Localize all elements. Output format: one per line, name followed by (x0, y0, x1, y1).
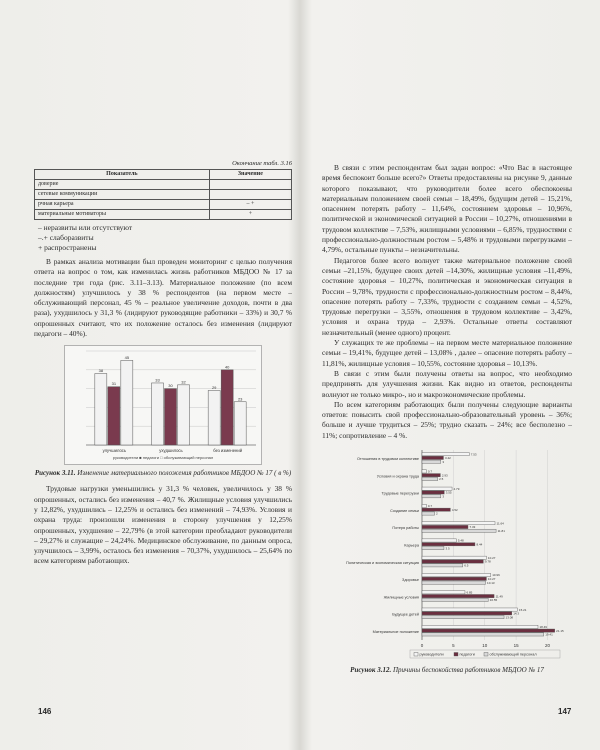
bar (422, 504, 426, 507)
figure-caption-text: Причины беспокойства работников МБДОО № 17 (392, 666, 544, 675)
bar-value-label: 11.81 (497, 529, 505, 534)
indicator-table (34, 169, 292, 220)
bar (178, 385, 190, 445)
bar-value-label: 0.7 (427, 469, 433, 474)
row-value: + (209, 210, 291, 220)
figure-caption-label: Рисунок 3.11. (34, 469, 76, 478)
bar-value-label: 8.44 (476, 542, 483, 547)
chart-material-change-svg (64, 345, 262, 465)
legend-swatch (414, 653, 418, 657)
bar-value-label: 11.64 (496, 521, 504, 526)
bar-value-label: 9.78 (484, 559, 491, 564)
table-row (35, 180, 292, 190)
bar-value-label: 14.3 (513, 611, 520, 616)
row-value (209, 190, 291, 200)
right-page (322, 163, 572, 681)
legend-label: обслуживающий персонал (489, 652, 537, 657)
bar-value-label: 5.48 (457, 538, 464, 543)
bar-value-label: 0.7 (427, 504, 433, 509)
bar (422, 581, 486, 584)
bar (422, 625, 538, 628)
figure-caption-3-12 (322, 666, 572, 675)
bar-value-label: 23 (237, 396, 243, 402)
bar (422, 539, 456, 542)
bar-value-label: 38 (98, 368, 104, 374)
bar (422, 477, 438, 480)
chart-worry-reasons-svg (322, 444, 572, 664)
legend-swatch (454, 653, 458, 657)
symbol-legend-line: –.+ слаборазвиты (38, 233, 94, 242)
category-label: Трудовые перегрузки (381, 491, 419, 496)
bar (422, 594, 494, 597)
bar (95, 374, 107, 445)
category-label: улучшилось (102, 448, 127, 454)
bar (152, 383, 164, 445)
category-label: Карьера (404, 543, 419, 548)
x-tick-label: 0 (420, 643, 424, 649)
bar (165, 389, 177, 445)
bar-value-label: 13.08 (505, 615, 514, 620)
bar (422, 525, 468, 528)
x-tick-label: 5 (452, 643, 455, 649)
bar (234, 402, 246, 445)
x-tick-label: 20 (544, 643, 550, 649)
bar-value-label: 4.52 (451, 507, 458, 512)
bar (422, 573, 491, 576)
bar (422, 512, 435, 515)
symbol-legend (38, 223, 292, 253)
bar (422, 591, 465, 594)
bar (422, 460, 441, 463)
bar (422, 560, 483, 563)
table-row (35, 190, 292, 200)
category-label: Политическая и экономическая ситуация (346, 560, 419, 565)
paragraph: По всем категориям работающих были получены следующие варианты ответов: повысить свой профессионально-образовательный уровень – 36%; больше и лучше трудиться – 25%; трудно сказать – 24%; все бесполезно – 11%; сопротивление – 4 %. (322, 399, 572, 440)
bar-value-label: 6.85 (466, 590, 473, 595)
bar (422, 456, 443, 459)
table-header-value: Значение (209, 170, 291, 180)
table-row (35, 210, 292, 220)
bar-value-label: 18.49 (539, 625, 547, 630)
x-tick-label: 15 (513, 643, 519, 649)
category-label: Условия и охрана труда (376, 474, 419, 479)
bar-value-label: 10.13 (487, 580, 495, 585)
bar (422, 629, 555, 632)
bar (422, 556, 486, 559)
chart-worry-reasons (322, 444, 572, 664)
bar (422, 564, 463, 567)
row-label: материальные мотиваторы (35, 210, 210, 220)
figure-caption-label: Рисунок 3.12. (350, 666, 392, 675)
bar (422, 522, 495, 525)
bar-value-label: 7.53 (470, 452, 477, 457)
bar (422, 546, 444, 549)
category-label: Отношения в трудовом коллективе (356, 457, 419, 462)
bar (221, 370, 233, 445)
table-header-indicator: Показатель (35, 170, 210, 180)
bar-value-label: 10.55 (489, 598, 498, 603)
bar-value-label: 45 (124, 355, 130, 361)
page-number-left: 146 (38, 707, 52, 716)
bar (422, 608, 517, 611)
bar-value-label: 3 (442, 494, 444, 499)
bar-value-label: 2.5 (439, 477, 444, 482)
category-label: Здоровье (402, 578, 419, 583)
bar-value-label: 3.42 (444, 456, 451, 461)
row-label: сетевые коммуникации (35, 190, 210, 200)
row-value (209, 180, 291, 190)
bar (422, 495, 441, 498)
bar-value-label: 10.96 (492, 573, 500, 578)
paragraph: У служащих те же проблемы – на первом месте материальное положение семьи – 19,41%, будущее детей – 13,08% , далее – опасение потерять работу – 11,81%, жилищные условия – 10,55%, состояние здоровья – 10,13%. (322, 338, 572, 368)
bar (422, 529, 496, 532)
bar-value-label: 2 (436, 511, 438, 516)
paragraph: В связи с этим были получены ответы на вопрос, что необходимо предпринять для улучшения жизни. Как видно из ответов, респонденты волнуют не только микро-, но и макроэкономические проблемы. (322, 368, 572, 399)
bar (422, 616, 504, 619)
bar-value-label: 10.27 (487, 577, 496, 582)
bar-value-label: 31 (111, 381, 117, 387)
row-label: рчная карьера (35, 200, 210, 210)
bar-value-label: 6.5 (464, 563, 469, 568)
category-label: Жилищные условия (383, 595, 419, 600)
chart-legend: руководители ■ педагоги □ обслуживающий персонал (112, 455, 214, 461)
bar-value-label: 19.41 (545, 632, 553, 637)
category-label: Материальное положение (372, 629, 419, 634)
category-label: без изменений (213, 448, 243, 454)
legend-swatch (484, 653, 488, 657)
bar-value-label: 2.93 (441, 473, 448, 478)
table-caption: Окончание табл. 3.16 (232, 160, 292, 167)
legend-label: руководители (419, 652, 444, 657)
bar-value-label: 33 (155, 377, 160, 383)
category-label: Создание семьи (390, 508, 419, 513)
bar (208, 391, 220, 446)
table-row (35, 200, 292, 210)
row-label: доверие (35, 180, 210, 190)
bar-value-label: 3 (442, 459, 444, 464)
figure-caption-text: Изменение материального положения работников МБДОО № 17 ( в %) (77, 469, 292, 478)
bar (422, 577, 486, 580)
bar-value-label: 15.21 (518, 607, 527, 612)
bar-value-label: 11.49 (495, 594, 503, 599)
bar-value-label: 3.55 (445, 490, 452, 495)
paragraph: Трудовые нагрузки уменьшились у 31,3 % человек, увеличилось у 38 % опрошенных, остались без изменения – 40,7 %. Жилищные условия улучшились у 12,82%, ухудшились – 12,25% и остались без изменений – 74,93%. Условия и охрана труда: произошли изменения в сторону улучшения у 12,25% опрошенных, ухудшение – 22,79% (в этой категории преобладают руководители – 29,27% и служащие – 24,24%. Медицинское обслуживание, по данным опроса, улучшилось – 3,99%, осталось без изменения – 70,37%, ухудшилось – 25,64% по всем категориям работающих. (34, 484, 292, 566)
bar-value-label: 32 (181, 379, 186, 385)
paragraph: Педагогов более всего волнует также материальное положение своей семьи –21,15%, будущее своих детей –14,30%, жилищные условия –11,49%, состояние здоровья – 10,27%, политическая и экономическая ситуация в России – 9,78%, трудности с профессионально-должностным ростом – 8,44%, опасение потерять работу – 7,33%, трудности с созданием семьи – 4,52%, трудовые перегрузки – 3,55%, отношения в трудовом коллективе – 3,42%, условия и охрана труда – 2,93%. Остальные ответы составляют незначительный (менее одного) процент. (322, 255, 572, 337)
bar-value-label: 21.15 (556, 628, 564, 633)
bar (422, 470, 426, 473)
paragraph: В связи с этим респондентам был задан вопрос: «Что Вас в настоящее время беспокоит больше всего?» Ответы предоставлены на рисунке 9, данные которого показывают, что руководители более всего обеспокоены материальным положением своей семьи – 18,49%, будущим детей – 15,21%, опасением потерять работу – 11,64%, состоянием здоровья – 10,96%, политической и экономической ситуацией в России – 10,27%, отношениями в трудовом коллективе – 7,53%, жилищными условиями – 6,85%, трудностями с профессионально-должностным ростом – 5,48% и трудовыми перегрузками – 4,79%, остальные пункты – незначительны. (322, 163, 572, 255)
figure-caption-3-11 (34, 469, 292, 478)
bar-value-label: 29 (211, 385, 217, 391)
bar (422, 598, 488, 601)
x-tick-label: 10 (482, 643, 488, 649)
bar (108, 387, 120, 445)
bar-value-label: 7.33 (469, 525, 476, 530)
bar-value-label: 30 (168, 383, 173, 389)
bar-value-label: 40 (224, 364, 230, 370)
bar-value-label: 3.5 (445, 546, 450, 551)
bar (422, 491, 444, 494)
left-page (34, 160, 292, 567)
category-label: Будущее детей (392, 612, 419, 617)
chart-material-change (64, 345, 262, 465)
symbol-legend-line: – неразвиты или отсутствуют (38, 223, 133, 232)
paragraph: В рамках анализа мотивации был проведен мониторинг с целью получения ответа на вопрос о том, как изменилась жизнь работников МБДОО № 17 за последние три года (рис. 3.11–3.13). Материальное положение (по всем должностям) улучшилось у 38 % респондентов (на первом месте – обслуживающий персонал, 45 % – реальное увеличение доходов, почти в два раза), ухудшилось у 31,3 % (лидируют руководящие работники – 33%) и 30,7 % опрошенных считают, что их положение осталось без изменения (лидируют педагоги – 40%). (34, 257, 292, 339)
bar-value-label: 10.27 (487, 555, 496, 560)
category-label: Потеря работы (392, 526, 419, 531)
bar-value-label: 4.79 (453, 486, 460, 491)
bar (422, 474, 440, 477)
bar (422, 633, 544, 636)
row-value: – + (209, 200, 291, 210)
bar (121, 361, 133, 446)
legend-label: педагоги (459, 652, 475, 657)
page-number-right: 147 (558, 707, 572, 716)
symbol-legend-line: + распространены (38, 243, 97, 252)
category-label: ухудшилось (159, 448, 183, 454)
bar (422, 612, 512, 615)
